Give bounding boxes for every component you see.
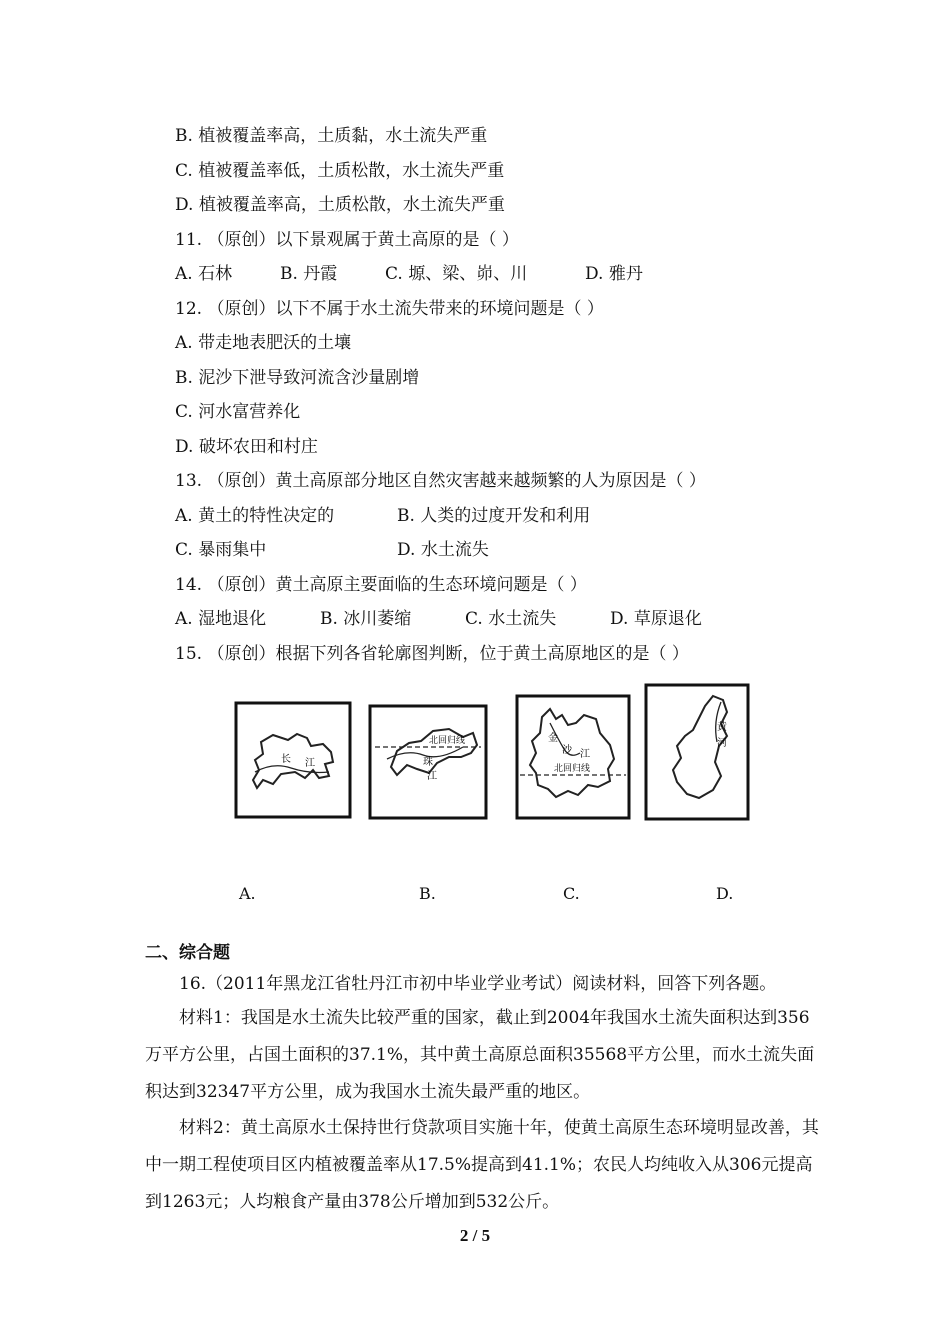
- q13-options-row2: [175, 539, 489, 561]
- q14-option-d: D. 草原退化: [610, 609, 702, 629]
- q11-option-c: C. 塬、梁、峁、川: [385, 264, 528, 284]
- q14-option-c: C. 水土流失: [465, 609, 557, 629]
- q13-stem: 13. （原创）黄土高原部分地区自然灾害越来越频繁的人为原因是（ ）: [175, 471, 706, 491]
- map-c-char-2: 沙: [562, 745, 572, 756]
- q11-option-d: D. 雅丹: [585, 264, 643, 284]
- map-label-a: A.: [239, 884, 256, 903]
- q12-stem: 12. （原创）以下不属于水土流失带来的环境问题是（ ）: [175, 299, 604, 319]
- q13-option-d: D. 水土流失: [397, 540, 489, 560]
- q12-option-b: B. 泥沙下泄导致河流含沙量剧增: [175, 368, 420, 388]
- province-map-b: [367, 703, 489, 821]
- map-d-char-1: 黄: [717, 722, 727, 733]
- map-b-char-2: 江: [427, 771, 437, 782]
- map-c-tropic-label: 北回归线: [554, 764, 591, 774]
- material-2: 材料2：黄土高原水土保持世行贷款项目实施十年，使黄土高原生态环境明显改善，其中一期工程使项目区内植被覆盖率从17.5%提高到41.1%；农民人均纯收入从306元提高到1263元；人均粮食产量由378公斤增加到532公斤。: [145, 1118, 819, 1212]
- map-label-b: B.: [419, 884, 436, 903]
- q13-option-c: C. 暴雨集中: [175, 540, 267, 560]
- q12-option-d: D. 破坏农田和村庄: [175, 437, 318, 457]
- q11-options: [175, 263, 643, 285]
- material-1: 材料1：我国是水土流失比较严重的国家，截止到2004年我国水土流失面积达到356万平方公里，占国土面积的37.1%，其中黄土高原总面积35568平方公里，而水土流失面积达到32347平方公里，成为我国水土流失最严重的地区。: [145, 1008, 815, 1102]
- map-label-c: C.: [563, 884, 580, 903]
- q14-option-b: B. 冰川萎缩: [320, 609, 412, 629]
- q16-intro: 16.（2011年黑龙江省牡丹江市初中毕业学业考试）阅读材料，回答下列各题。: [179, 974, 777, 994]
- q12-option-a: A. 带走地表肥沃的土壤: [175, 333, 352, 353]
- province-map-c: [514, 693, 632, 821]
- map-label-d: D.: [716, 884, 734, 903]
- map-d-char-2: 河: [717, 738, 727, 749]
- section-heading: 二、综合题: [145, 943, 230, 963]
- map-c-char-3: 江: [580, 749, 590, 760]
- q13-option-a: A. 黄土的特性决定的: [175, 506, 335, 526]
- q11-option-a: A. 石林: [175, 264, 233, 284]
- map-a-char-2: 江: [305, 758, 315, 769]
- q14-stem: 14. （原创）黄土高原主要面临的生态环境问题是（ ）: [175, 575, 587, 595]
- page-number: 2 / 5: [459, 1226, 491, 1245]
- province-map-d: [643, 682, 751, 822]
- map-c-char-1: 金: [548, 733, 558, 744]
- q14-options: [175, 608, 702, 630]
- province-map-a: [233, 700, 353, 820]
- map-a-char-1: 长: [281, 754, 291, 765]
- map-b-tropic-label: 北回归线: [429, 736, 466, 746]
- q15-stem: 15. （原创）根据下列各省轮廓图判断，位于黄土高原地区的是（ ）: [175, 644, 689, 664]
- q13-option-b: B. 人类的过度开发和利用: [397, 506, 591, 526]
- q10-option-c: C. 植被覆盖率低，土质松散，水土流失严重: [175, 161, 505, 181]
- q10-option-b: B. 植被覆盖率高，土质黏，水土流失严重: [175, 126, 488, 146]
- q14-option-a: A. 湿地退化: [175, 609, 267, 629]
- q11-option-b: B. 丹霞: [280, 264, 338, 284]
- q12-option-c: C. 河水富营养化: [175, 402, 301, 422]
- q10-option-d: D. 植被覆盖率高，土质松散，水土流失严重: [175, 195, 505, 215]
- map-b-char-1: 珠: [423, 757, 433, 768]
- q13-options-row1: [175, 505, 590, 527]
- q11-stem: 11. （原创）以下景观属于黄土高原的是（ ）: [175, 230, 519, 250]
